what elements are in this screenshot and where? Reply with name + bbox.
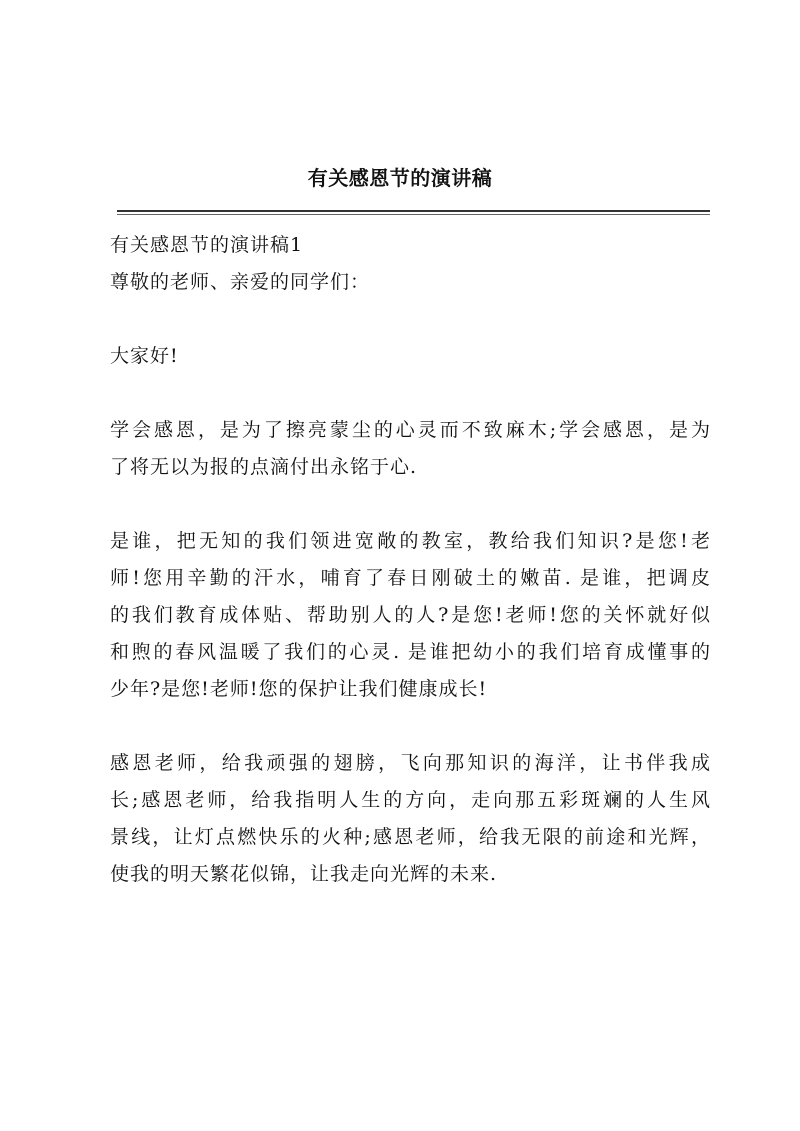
blank-line xyxy=(110,301,710,338)
title-divider xyxy=(117,210,710,212)
document-body xyxy=(110,227,710,893)
paragraph-3 xyxy=(110,745,710,893)
paragraph-line: 景线，让灯点燃快乐的火种;感恩老师，给我无限的前途和光辉， xyxy=(110,826,710,848)
blank-line xyxy=(110,375,710,412)
paragraph-line: 的我们教育成体贴、帮助别人的人?是您!老师!您的关怀就好似 xyxy=(110,604,710,626)
paragraph-line: 是谁，把无知的我们领进宽敞的教室，教给我们知识?是您!老 xyxy=(110,530,710,552)
paragraph-line: 少年?是您!老师!您的保护让我们健康成长! xyxy=(110,678,488,700)
paragraph-line: 了将无以为报的点滴付出永铭于心. xyxy=(110,456,418,478)
blank-line xyxy=(110,486,710,523)
paragraph-line: 学会感恩，是为了擦亮蒙尘的心灵而不致麻木;学会感恩，是为 xyxy=(110,419,710,441)
paragraph-line: 感恩老师，给我顽强的翅膀，飞向那知识的海洋，让书伴我成 xyxy=(110,752,710,774)
greeting: 大家好! xyxy=(110,345,179,367)
paragraph-line: 使我的明天繁花似锦，让我走向光辉的未来. xyxy=(110,863,498,885)
paragraph-line: 和煦的春风温暖了我们的心灵. 是谁把幼小的我们培育成懂事的 xyxy=(110,641,710,663)
salutation: 尊敬的老师、亲爱的同学们： xyxy=(110,271,371,293)
paragraph-1 xyxy=(110,412,710,486)
paragraph-2 xyxy=(110,523,710,708)
section-heading: 有关感恩节的演讲稿1 xyxy=(110,234,304,256)
paragraph-line: 长;感恩老师，给我指明人生的方向，走向那五彩斑斓的人生风 xyxy=(110,789,710,811)
blank-line xyxy=(110,708,710,745)
paragraph-line: 师!您用辛勤的汗水，哺育了春日刚破土的嫩苗. 是谁，把调皮 xyxy=(110,567,710,589)
document-title: 有关感恩节的演讲稿 xyxy=(307,166,493,190)
